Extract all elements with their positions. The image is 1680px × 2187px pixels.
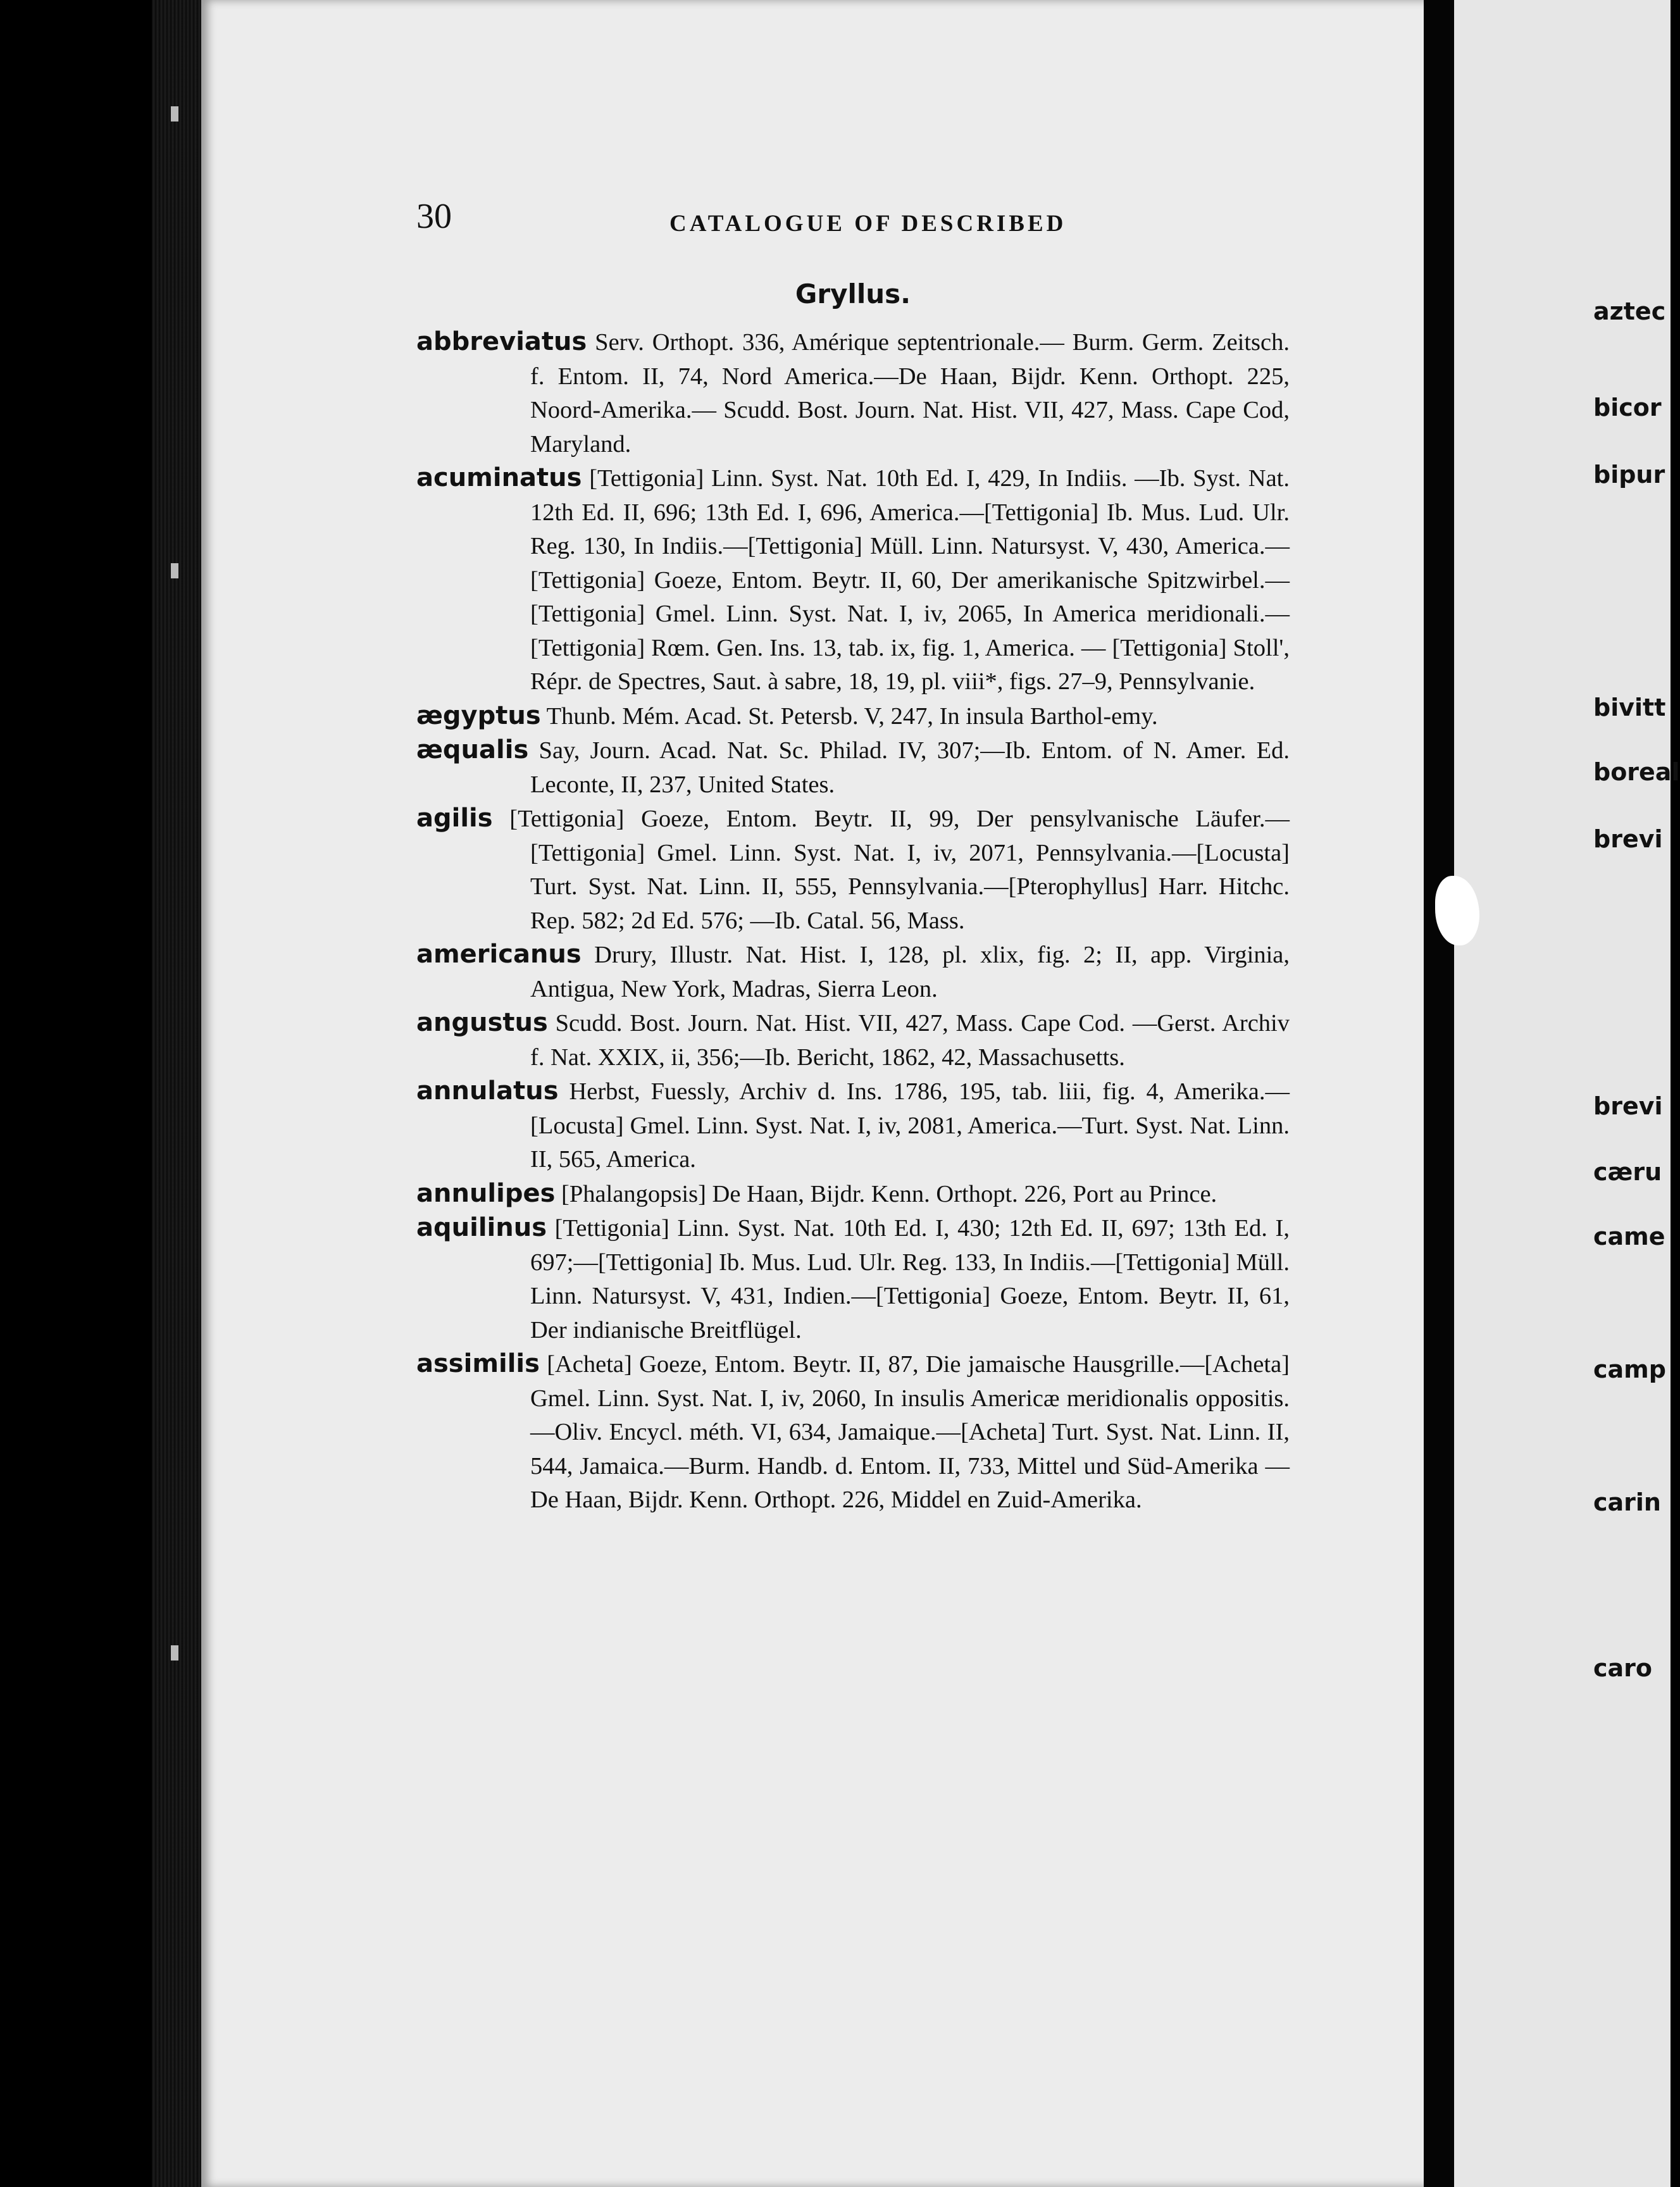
entry-citation: [Tettigonia] Linn. Syst. Nat. 10th Ed. I, 429, In Indiis. —Ib. Syst. Nat. 12th Ed. II, 696; 13th Ed. I, 696, America.—[Tettigonia] Ib. Mus. Lud. Ulr. Reg. 130, In Indiis.—[Tettigonia] Müll. Linn. Natursyst. V, 430, America.—[Tettigonia] Goeze, Entom. Beytr. II, 60, Der amerikanische Spitzwirbel.—[Tettigonia] Gmel. Linn. Syst. Nat. I, iv, 2065, In America meridionali.—[Tettigonia] Rœm. Gen. Ins. 13, tab. ix, fig. 1, America. — [Tettigonia] Stoll', Répr. de Spectres, Saut. à sabre, 18, 19, pl. viii*, figs. 27–9, Pennsylvanie. (530, 465, 1290, 695)
species-name: americanus (416, 940, 582, 969)
facing-page-word: carin (1593, 1488, 1661, 1516)
species-name: abbreviatus (416, 327, 587, 356)
facing-page-word: came (1593, 1223, 1665, 1250)
facing-page-word: bivitt (1593, 694, 1666, 721)
facing-page-word: camp (1593, 1355, 1666, 1383)
facing-page-word: brevi (1593, 1092, 1663, 1120)
binding-mark (171, 1645, 178, 1660)
catalogue-entry (416, 733, 1290, 802)
species-name: annulatus (416, 1076, 559, 1106)
species-name: annulipes (416, 1178, 556, 1208)
species-name: agilis (416, 804, 493, 833)
species-name: æqualis (416, 735, 529, 764)
catalogue-entry (416, 938, 1290, 1006)
section-heading: Gryllus. (795, 278, 911, 309)
page-gutter (1424, 0, 1454, 2187)
facing-page-word: bipur (1593, 461, 1665, 489)
facing-page-word: boreal (1593, 758, 1680, 786)
facing-page-word: bicor (1593, 394, 1662, 421)
species-name: aquilinus (416, 1213, 547, 1242)
facing-page-entries (1593, 0, 1680, 2187)
facing-page-word: aztec (1593, 297, 1666, 325)
running-head (416, 196, 1290, 247)
entry-citation: Scudd. Bost. Journ. Nat. Hist. VII, 427, Mass. Cape Cod. —Gerst. Archiv f. Nat. XXIX, ii, 356;—Ib. Bericht, 1862, 42, Massachusetts. (530, 1010, 1290, 1071)
catalogue-entry (416, 1347, 1290, 1517)
species-name: angustus (416, 1008, 548, 1037)
entry-citation: [Tettigonia] Linn. Syst. Nat. 10th Ed. I, 430; 12th Ed. II, 697; 13th Ed. I, 697;—[Tettigonia] Ib. Mus. Lud. Ulr. Reg. 133, In Indiis.—[Tettigonia] Müll. Linn. Natursyst. V, 431, Indien.—[Tettigonia] Goeze, Entom. Beytr. II, 61, Der indianische Breitflügel. (530, 1215, 1290, 1343)
species-name: acuminatus (416, 463, 582, 492)
binding-mark (171, 106, 178, 122)
catalogue-entry (416, 699, 1290, 734)
page-number: 30 (416, 197, 452, 236)
facing-page-word: caro (1593, 1654, 1653, 1682)
running-head-title: CATALOGUE OF DESCRIBED (669, 211, 1067, 237)
catalogue-entry (416, 1075, 1290, 1177)
entry-citation: Serv. Orthopt. 336, Amérique septentrionale.— Burm. Germ. Zeitsch. f. Entom. II, 74, Nord America.—De Haan, Bijdr. Kenn. Orthopt. 225, Noord-Amerika.— Scudd. Bost. Journ. Nat. Hist. VII, 427, Mass. Cape Cod, Maryland. (530, 329, 1290, 458)
catalogue-entry (416, 802, 1290, 938)
catalogue-entry (416, 461, 1290, 699)
entry-citation: Herbst, Fuessly, Archiv d. Ins. 1786, 195, tab. liii, fig. 4, Amerika.—[Locusta] Gmel. Linn. Syst. Nat. I, iv, 2081, America.—Turt. Syst. Nat. Linn. II, 565, America. (530, 1078, 1290, 1173)
catalogue-entry (416, 1211, 1290, 1347)
entry-citation: Drury, Illustr. Nat. Hist. I, 128, pl. xlix, fig. 2; II, app. Virginia, Antigua, New York, Madras, Sierra Leon. (530, 942, 1290, 1002)
binding-mark (171, 563, 178, 578)
entry-citation: [Acheta] Goeze, Entom. Beytr. II, 87, Die jamaische Hausgrille.—[Acheta] Gmel. Linn. Syst. Nat. I, iv, 2060, In insulis Americæ meridionalis oppositis.—Oliv. Encycl. méth. VI, 634, Jamaique.—[Acheta] Turt. Syst. Nat. Linn. II, 544, Jamaica.—Burm. Handb. d. Entom. II, 733, Mittel und Süd-Amerika —De Haan, Bijdr. Kenn. Orthopt. 226, Middel en Zuid-Amerika. (530, 1351, 1290, 1513)
catalogue-entry (416, 325, 1290, 461)
facing-page-word: cæru (1593, 1158, 1662, 1186)
catalogue-entry (416, 1006, 1290, 1075)
species-name: ægyptus (416, 701, 541, 730)
entry-citation: Say, Journ. Acad. Nat. Sc. Philad. IV, 307;—Ib. Entom. of N. Amer. Ed. Leconte, II, 237, United States. (530, 737, 1290, 798)
entry-citation: [Tettigonia] Goeze, Entom. Beytr. II, 99, Der pensylvanische Läufer.—[Tettigonia] Gmel. Linn. Syst. Nat. I, iv, 2071, Pennsylvania.—[Locusta] Turt. Syst. Nat. Linn. II, 555, Pennsylvania.—[Pterophyllus] Harr. Hitchc. Rep. 582; 2d Ed. 576; —Ib. Catal. 56, Mass. (509, 806, 1290, 934)
entry-citation: Thunb. Mém. Acad. St. Petersb. V, 247, In insula Barthol-emy. (546, 702, 1158, 730)
entry-citation: [Phalangopsis] De Haan, Bijdr. Kenn. Orthopt. 226, Port au Prince. (561, 1180, 1217, 1207)
book-binding-edge (152, 0, 201, 2187)
catalogue-entry (416, 1177, 1290, 1212)
facing-page-word: brevi (1593, 825, 1663, 853)
catalogue-entries (416, 325, 1290, 1517)
species-name: assimilis (416, 1349, 540, 1378)
